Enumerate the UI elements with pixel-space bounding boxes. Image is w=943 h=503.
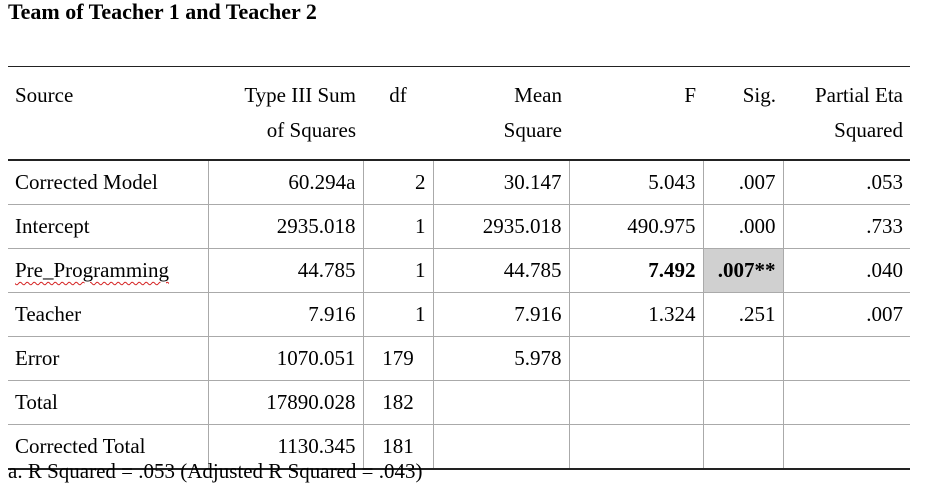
- cell-eta: [783, 381, 910, 425]
- table-row: [8, 249, 910, 293]
- cell-source: Corrected Model: [8, 160, 208, 205]
- header-ms-line2: Square: [433, 118, 569, 160]
- cell-df: 2: [363, 160, 433, 205]
- header-ss-line1: Type III Sum: [244, 83, 356, 107]
- header-blank-df: [363, 118, 433, 160]
- cell-f: 1.324: [569, 293, 703, 337]
- cell-source: Teacher: [8, 293, 208, 337]
- cell-ss: 1130.345: [208, 425, 363, 470]
- table-row: [8, 293, 910, 337]
- header-row-1: [8, 67, 910, 119]
- cell-sig-highlighted: .007**: [703, 249, 783, 293]
- cell-f: [569, 337, 703, 381]
- cell-ss: 1070.051: [208, 337, 363, 381]
- cell-ms: 2935.018: [433, 205, 569, 249]
- cell-f: 7.492: [569, 249, 703, 293]
- cell-ms: [433, 425, 569, 470]
- cell-df: 179: [363, 337, 433, 381]
- cell-source: [8, 249, 208, 293]
- cell-sig: .000: [703, 205, 783, 249]
- table-row: [8, 381, 910, 425]
- cell-f: 5.043: [569, 160, 703, 205]
- cell-ss: 7.916: [208, 293, 363, 337]
- cell-source: Intercept: [8, 205, 208, 249]
- cell-ms: 7.916: [433, 293, 569, 337]
- table-row: [8, 160, 910, 205]
- cell-f: [569, 425, 703, 470]
- cell-sig: .007: [703, 160, 783, 205]
- header-blank: [8, 118, 208, 160]
- header-eta-line2: Squared: [783, 118, 910, 160]
- cell-f: 490.975: [569, 205, 703, 249]
- cell-df: 182: [363, 381, 433, 425]
- cell-sig: [703, 381, 783, 425]
- cell-eta: [783, 425, 910, 470]
- header-blank-sig: [703, 118, 783, 160]
- table-row: [8, 337, 910, 381]
- cell-eta: .040: [783, 249, 910, 293]
- header-ss-line2: of Squares: [208, 118, 363, 160]
- anova-table: [8, 66, 910, 470]
- header-sig: Sig.: [742, 83, 776, 107]
- header-eta-line1: Partial Eta: [814, 83, 903, 107]
- cell-eta: .007: [783, 293, 910, 337]
- cell-ss: 60.294a: [208, 160, 363, 205]
- cell-eta: .733: [783, 205, 910, 249]
- cell-df: 1: [363, 293, 433, 337]
- cell-source: Total: [8, 381, 208, 425]
- cell-ms: 5.978: [433, 337, 569, 381]
- header-ms-line1: Mean: [514, 83, 562, 107]
- cell-df: 1: [363, 249, 433, 293]
- header-df: df: [389, 83, 407, 107]
- header-source: Source: [15, 83, 74, 107]
- table-footnote: a. R Squared = .053 (Adjusted R Squared = .043): [8, 459, 423, 483]
- header-row-2: [8, 118, 910, 160]
- cell-sig: .251: [703, 293, 783, 337]
- table-title: Team of Teacher 1 and Teacher 2: [8, 0, 317, 24]
- cell-df: 1: [363, 205, 433, 249]
- cell-ss: 17890.028: [208, 381, 363, 425]
- cell-ms: 44.785: [433, 249, 569, 293]
- spellcheck-flagged-text[interactable]: Pre_Programming: [15, 258, 169, 282]
- cell-eta: .053: [783, 160, 910, 205]
- cell-ss: 2935.018: [208, 205, 363, 249]
- table-row: [8, 205, 910, 249]
- cell-f: [569, 381, 703, 425]
- cell-source: Corrected Total: [8, 425, 208, 470]
- cell-ms: 30.147: [433, 160, 569, 205]
- header-blank-f: [569, 118, 703, 160]
- cell-ms: [433, 381, 569, 425]
- cell-ss: 44.785: [208, 249, 363, 293]
- cell-source: Error: [8, 337, 208, 381]
- cell-df: 181: [363, 425, 433, 470]
- header-f: F: [684, 83, 696, 107]
- cell-eta: [783, 337, 910, 381]
- cell-sig: [703, 337, 783, 381]
- cell-sig: [703, 425, 783, 470]
